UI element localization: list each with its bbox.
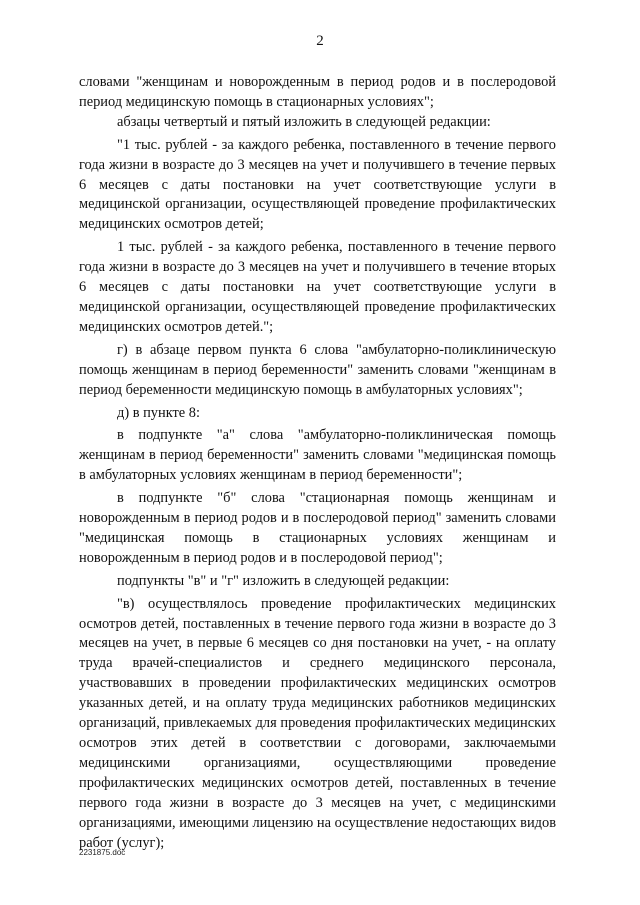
paragraph: г) в абзаце первом пункта 6 слова "амбулаторно-поликлиническую помощь женщинам в период беременности" заменить словами "женщинам в период беременности медицинскую помощь в амбулаторных условиях";: [79, 341, 556, 398]
paragraph: словами "женщинам и новорожденным в период родов и в послеродовой период медицинскую помощь в стационарных условиях";: [79, 74, 556, 110]
paragraph: подпункты "в" и "г" изложить в следующей редакции:: [117, 572, 450, 589]
paragraph: 1 тыс. рублей - за каждого ребенка, поставленного в течение первого года жизни в возрасте до 3 месяцев на учет и получившего в течение вторых 6 месяцев с даты постановки на учет соответствующие услуги в медицинской организации, осуществляющей проведение профилактических медицинских осмотров детей.";: [79, 239, 556, 335]
paragraph: "1 тыс. рублей - за каждого ребенка, поставленного в течение первого года жизни в возрасте до 3 месяцев на учет и получившего в течение первых 6 месяцев с даты постановки на учет соответствующие услуги в медицинской организации, осуществляющей проведение профилактических медицинских осмотров детей;: [79, 136, 556, 233]
paragraph: в подпункте "б" слова "стационарная помощь женщинам и новорожденным в период родов и в послеродовой период" заменить словами "медицинская помощь в стационарных условиях женщинам и новорожденным в период родов и в послеродовой период";: [79, 490, 556, 566]
document-footer: 2231875.doc: [79, 848, 126, 857]
paragraph: в подпункте "а" слова "амбулаторно-поликлиническая помощь женщинам в период беременности" заменить словами "медицинская помощь в амбулаторных условиях женщинам в период беременности";: [79, 427, 556, 484]
document-body: [79, 73, 556, 853]
paragraph: абзацы четвертый и пятый изложить в следующей редакции:: [117, 113, 491, 130]
paragraph: "в) осуществлялось проведение профилактических медицинских осмотров детей, поставленных в течение первого года жизни в возрасте до 3 месяцев на учет, в первые 6 месяцев со дня постановки на учет, - на оплату труда врачей-специалистов и среднего медицинского персонала, участвовавших в проведении профилактических медицинских осмотров указанных детей, и на оплату труда медицинских работников медицинских организаций, привлекаемых для проведения профилактических медицинских осмотров этих детей в соответствии с договорами, заключаемыми медицинскими организациями, осуществляющими проведение профилактических медицинских осмотров детей, поставленных в течение первого года жизни в возрасте до 3 месяцев на учет, с медицинскими организациями, имеющими лицензию на осуществление недостающих видов работ (услуг);: [79, 595, 556, 851]
paragraph: д) в пункте 8:: [117, 404, 200, 421]
page-number: 2: [316, 33, 324, 49]
